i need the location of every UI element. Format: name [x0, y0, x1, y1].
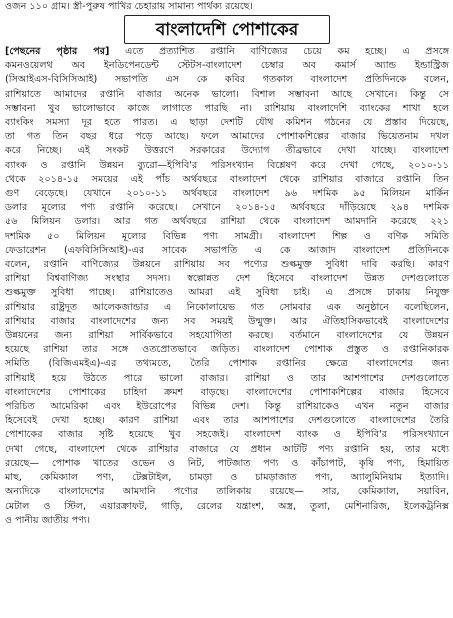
previous-article-tail: ওজন ১১০ গ্রাম। স্ত্রী-পুরুষ পাখির চেহারায় সামান্য পার্থক্য রয়েছে। — [5, 1, 253, 12]
article-line: ব্যাংকিং সমস্যা দূর হতে পারত। এ ছাড়া দেশটি যৌথ কমিশন গঠনের যে প্রস্তাব দিয়েছে, — [5, 117, 449, 129]
article-line: দেখা গেছে, বাংলাদেশ থেকে রাশিয়ার বাজারে যে প্রধান আটটি পণ্য রপ্তানি হয়, তার মধ্যে — [5, 443, 449, 455]
article-line: অন্যদিকে বাংলাদেশের আমদানি পণ্যের তালিকায় রয়েছে— সার, কেমিক্যাল, সয়াবিন, — [5, 486, 449, 498]
headline-box — [124, 15, 330, 44]
article-line: দশমিক ৫০ মিলিয়ন মূল্যের বিভিন্ন পণ্য সামগ্রী। বাংলাদেশ শিল্প ও বণিক সমিতি — [5, 230, 449, 242]
article-line: সম্ভাবনা খুব ভালোভাবে কাজে লাগাতে পারছি না। রাশিয়ায় বাংলাদেশি ব্যাংকের শাখা হলে — [5, 102, 449, 114]
article-line: মেটাল ও স্টিল, এয়ারক্রাফট, গাড়ি, রেলের যন্ত্রাংশ, অস্ত্র, তুলা, মেশিনারিজ, ইলেকট্রনিক্স — [5, 500, 449, 512]
article-line: ডলার মূল্যের পণ্য রপ্তানি করেছে। সেখানে ২০১৪-১৫ অর্থবছরে দাঁড়িয়েছে ২৯৪ দশমিক — [5, 202, 449, 214]
article-body — [5, 45, 449, 528]
article-line: বলেন, রপ্তানি বাণিজ্যের উন্নয়নে রাশিয়ায় সব পণ্যের শুল্কমুক্ত সুবিধা দাবি করছি। কারণ — [5, 259, 449, 271]
article-line: গুণ বেড়েছে। যেখানে ২০১০-১১ অর্থবছরে বাংলাদেশ ৯৬ দশমিক ৯৫ মিলিয়ন মার্কিন — [5, 188, 449, 200]
article-line: রাশিয়ার বাজার বাংলাদেশের জন্য সব সময়ই উন্মুক্ত। আর ঐতিহাসিকভাবেই বাংলাদেশের — [5, 315, 449, 327]
article-line: রাশিয়া বিশ্ববাণিজ্য সংস্থার সদস্য। স্বল্পোন্নত দেশ হিসেবে বাংলাদেশ উন্নত দেশগুলোতে — [5, 273, 449, 285]
article-line: পরিচিত আমেরিকা এবং ইউরোপের বিভিন্ন দেশ। কিন্তু রাশিয়াকেও এখন নতুন বাজার — [5, 401, 449, 413]
article-line: ফেডারেশন (এফবিসিসিআই)-এর সাবেক সভাপতি এ কে আজাদ বাংলাদেশ প্রতিদিনকে — [5, 244, 449, 256]
article-line: রাশিয়ার রাষ্ট্রদূত আলেকজান্ডার এ নিকোলায়েভ গত সোমবার এক অনুষ্ঠানে বলেছিলেন, — [5, 301, 449, 313]
article-line: হিসেবেই দেখা হচ্ছে। কারণ রাশিয়া এবং তার আশপাশের দেশগুলোতে বাংলাদেশের তৈরি — [5, 415, 449, 427]
article-line: হয়েছে রাশিয়া তার সঙ্গে ওতপ্রোতভাবে জড়িত। বাংলাদেশ পোশাক প্রস্তুত ও রপ্তানিকারক — [5, 344, 449, 356]
article-line: রয়েছে— পোশাক খাতের ওভেন ও নিট, পাটজাত পণ্য ও কাঁচাপাট, কৃষি পণ্য, হিমায়িত — [5, 457, 449, 469]
article-line: মাছ, কেমিক্যাল পণ্য, টেক্সটাইল, চামড়া ও চামড়াজাত পণ্য, অ্যালুমিনিয়াম ইত্যাদি। — [5, 472, 449, 484]
article-line-text: এতে প্রত্যাশিত রপ্তানি বাণিজ্যের চেয়ে কম হচ্ছে। এ প্রসঙ্গে — [109, 46, 449, 57]
article-line: ৫৬ মিলিয়ন ডলার। আর গত অর্থবছরে রাশিয়া থেকে বাংলাদেশ আমদানি করেছে ২২১ — [5, 216, 449, 228]
article-line: ব্যাংক ও রপ্তানি উন্নয়ন ব্যুরো—ইপিবি'র পরিসংখ্যান বিশ্লেষণ করে দেখা গেছে, ২০১০-১১ — [5, 159, 449, 171]
article-headline: বাংলাদেশি পোশাকের — [155, 19, 299, 40]
article-line: থেকে ২০১৪-১৫ সময়ের এই পাঁচ অর্থবছরে বাংলাদেশ থেকে রাশিয়ার বাজারে রপ্তানি তিন — [5, 173, 449, 185]
article-line: (সিআইএস-বিসিসিআই) সভাপতি এস কে কবির গতকাল বাংলাদেশ প্রতিদিনকে বলেন, — [5, 74, 449, 86]
article-line: পোশাকের বাজার সৃষ্টি হয়েছে খুব সহজেই। বাংলাদেশ ব্যাংক ও ইপিবি'র পরিসংখ্যানে — [5, 429, 449, 441]
article-last-line: ও পানীয় জাতীয় পণ্য। — [5, 514, 91, 526]
article-line — [5, 45, 449, 59]
article-line: রাশিয়াতে আমাদের রপ্তানি বাজার অনেক ভালো। বিশাল সম্ভাবনা আছে সেখানে। কিন্তু সে — [5, 88, 449, 100]
article-line: করে নিচ্ছে। এই সংকট উত্তরণে সরকারের উদ্যোগ তীব্রভাবে দেখা যাচ্ছে। বাংলাদেশ — [5, 145, 449, 157]
article-line: শুল্কমুক্ত সুবিধা পাচ্ছে। রাশিয়াতেও আমরা এই সুবিধা চাই। এ প্রসঙ্গে ঢাকায় নিযুক্ত — [5, 287, 449, 299]
article-line: তা গত তিন বছর ধরে পড়ে আছে। ফলে আমাদের পোশাকশিল্পের বাজার ভিয়েতনাম দখল — [5, 131, 449, 143]
article-line: কমনওয়েলথ অব ইনডিপেনডেন্ট স্টেটস-বাংলাদেশ চেম্বার অব কমার্স অ্যান্ড ইন্ডাস্ট্রিজ — [5, 60, 449, 72]
article-line: সমিতি (বিজিএমইএ)-এর তথ্যমতে, তৈরি পোশাক রপ্তানির ক্ষেত্রে বাংলাদেশের জন্য — [5, 358, 449, 370]
continuation-marker: [পেছনের পৃষ্ঠার পর] — [5, 46, 110, 57]
article-line: বাংলাদেশের পোশাকের চাহিদা ক্রমশ বাড়ছে। বাংলাদেশের পোশাকশিল্পের বাজার হিসেবে — [5, 386, 449, 398]
article-line: উন্নয়নের জন্য রাশিয়া সার্বিকভাবে সহযোগিতা করছে। বর্তমানে বাংলাদেশের যে উন্নয়ন — [5, 330, 449, 342]
article-line: রাশিয়াই হয়ে উঠতে পারে ভালো বাজার। রাশিয়া ও তার আশপাশের দেশগুলোতে — [5, 372, 449, 384]
